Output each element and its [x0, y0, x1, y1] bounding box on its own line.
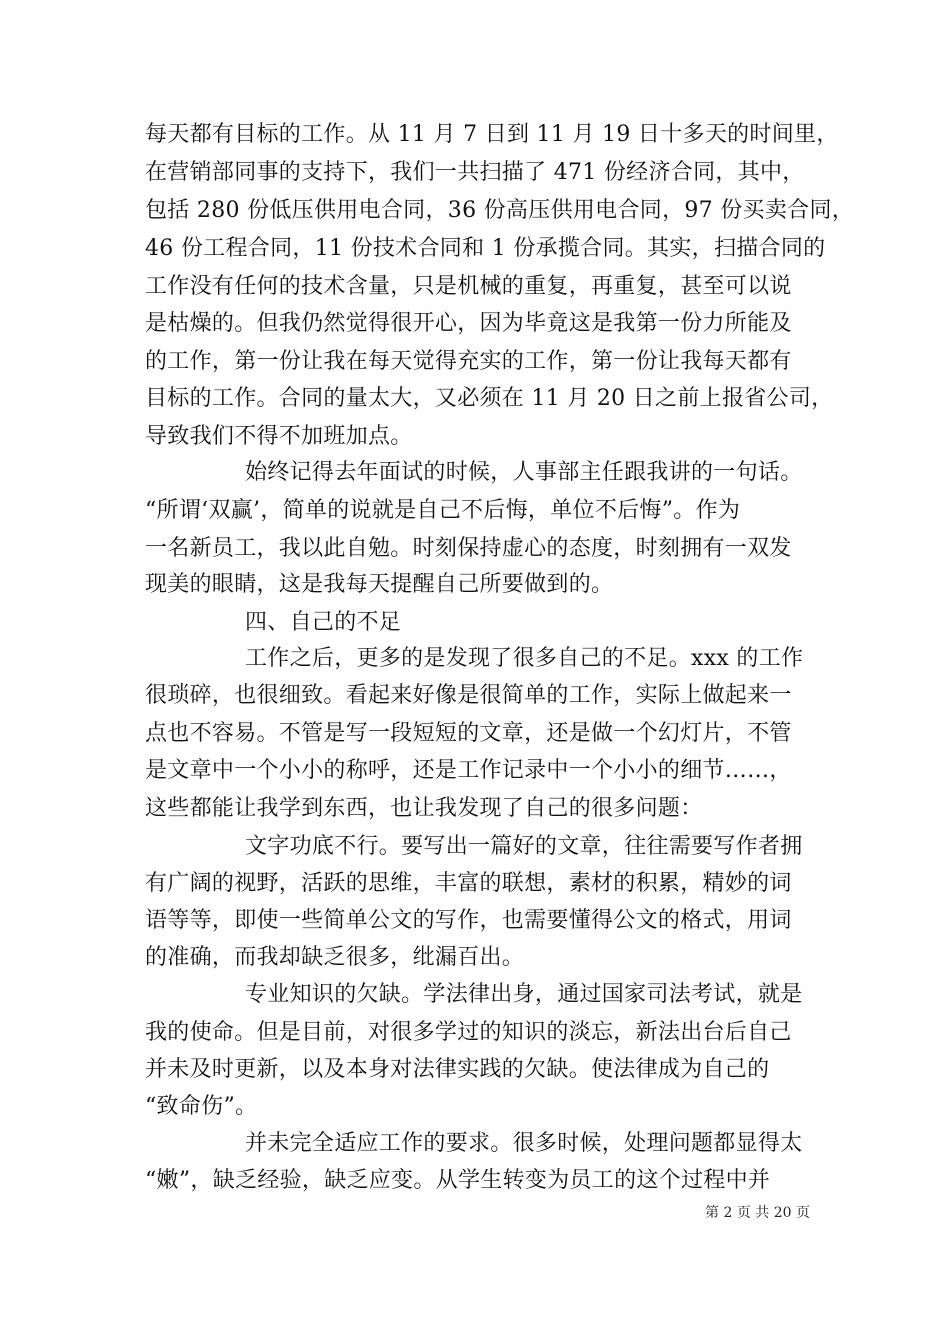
- text-line: 有广阔的视野，活跃的思维，丰富的联想，素材的积累，精妙的词: [145, 871, 792, 896]
- text-line: 每天都有目标的工作。从 11 月 7 日到 11 月 19 日十多天的时间里，: [145, 122, 839, 147]
- text-line: 的工作，第一份让我在每天觉得充实的工作，第一份让我每天都有: [145, 349, 792, 374]
- text-line: 是枯燥的。但我仍然觉得很开心，因为毕竟这是我第一份力所能及: [145, 311, 792, 336]
- text-line: 并未及时更新，以及本身对法律实践的欠缺。使法律成为自己的: [145, 1057, 770, 1082]
- page-number-footer: 第 2 页 共 20 页: [705, 1205, 810, 1221]
- text-line: “致命伤”。: [145, 1094, 258, 1119]
- text-line: 这些都能让我学到东西，也让我发现了自己的很多问题：: [145, 796, 703, 821]
- text-line: 的准确，而我却缺乏很多，纰漏百出。: [145, 945, 525, 970]
- text-line: 46 份工程合同，11 份技术合同和 1 份承揽合同。其实，扫描合同的: [145, 236, 826, 261]
- text-line: 工作没有任何的技术含量，只是机械的重复，再重复，甚至可以说: [145, 274, 792, 299]
- text-line: 一名新员工，我以此自勉。时刻保持虚心的态度，时刻拥有一双发: [145, 536, 792, 561]
- text-line: 现美的眼睛，这是我每天提醒自己所要做到的。: [145, 572, 614, 597]
- text-line: 包括 280 份低压供用电合同，36 份高压供用电合同，97 份买卖合同，: [145, 198, 855, 223]
- paragraph-start-line: 并未完全适应工作的要求。很多时候，处理问题都显得太: [245, 1131, 803, 1156]
- text-line: 导致我们不得不加班加点。: [145, 424, 413, 449]
- text-line: 很琐碎，也很细致。看起来好像是很简单的工作，实际上做起来一: [145, 683, 792, 708]
- text-line: 语等等，即使一些简单公文的写作，也需要懂得公文的格式，用词: [145, 908, 792, 933]
- text-line: 是文章中一个小小的称呼，还是工作记录中一个小小的细节……，: [145, 758, 792, 783]
- text-line: “嫩”，缺乏经验，缺乏应变。从学生转变为员工的这个过程中并: [145, 1168, 771, 1193]
- paragraph-start-line: 文字功底不行。要写出一篇好的文章，往往需要写作者拥: [245, 834, 803, 859]
- paragraph-start-line: 专业知识的欠缺。学法律出身，通过国家司法考试，就是: [245, 982, 803, 1007]
- text-line: 目标的工作。合同的量太大，又必须在 11 月 20 日之前上报省公司，: [145, 386, 834, 411]
- paragraph-start-line: 工作之后，更多的是发现了很多自己的不足。xxx 的工作: [245, 646, 804, 671]
- text-line: “所谓‘双赢’，简单的说就是自己不后悔，单位不后悔”。作为: [145, 498, 741, 523]
- text-line: 在营销部同事的支持下，我们一共扫描了 471 份经济合同，其中，: [145, 160, 805, 185]
- section-heading: 四、自己的不足: [245, 610, 402, 635]
- text-line: 点也不容易。不管是写一段短短的文章，还是做一个幻灯片，不管: [145, 721, 792, 746]
- text-line: 我的使命。但是目前，对很多学过的知识的淡忘，新法出台后自己: [145, 1020, 792, 1045]
- paragraph-start-line: 始终记得去年面试的时候，人事部主任跟我讲的一句话。: [245, 460, 803, 485]
